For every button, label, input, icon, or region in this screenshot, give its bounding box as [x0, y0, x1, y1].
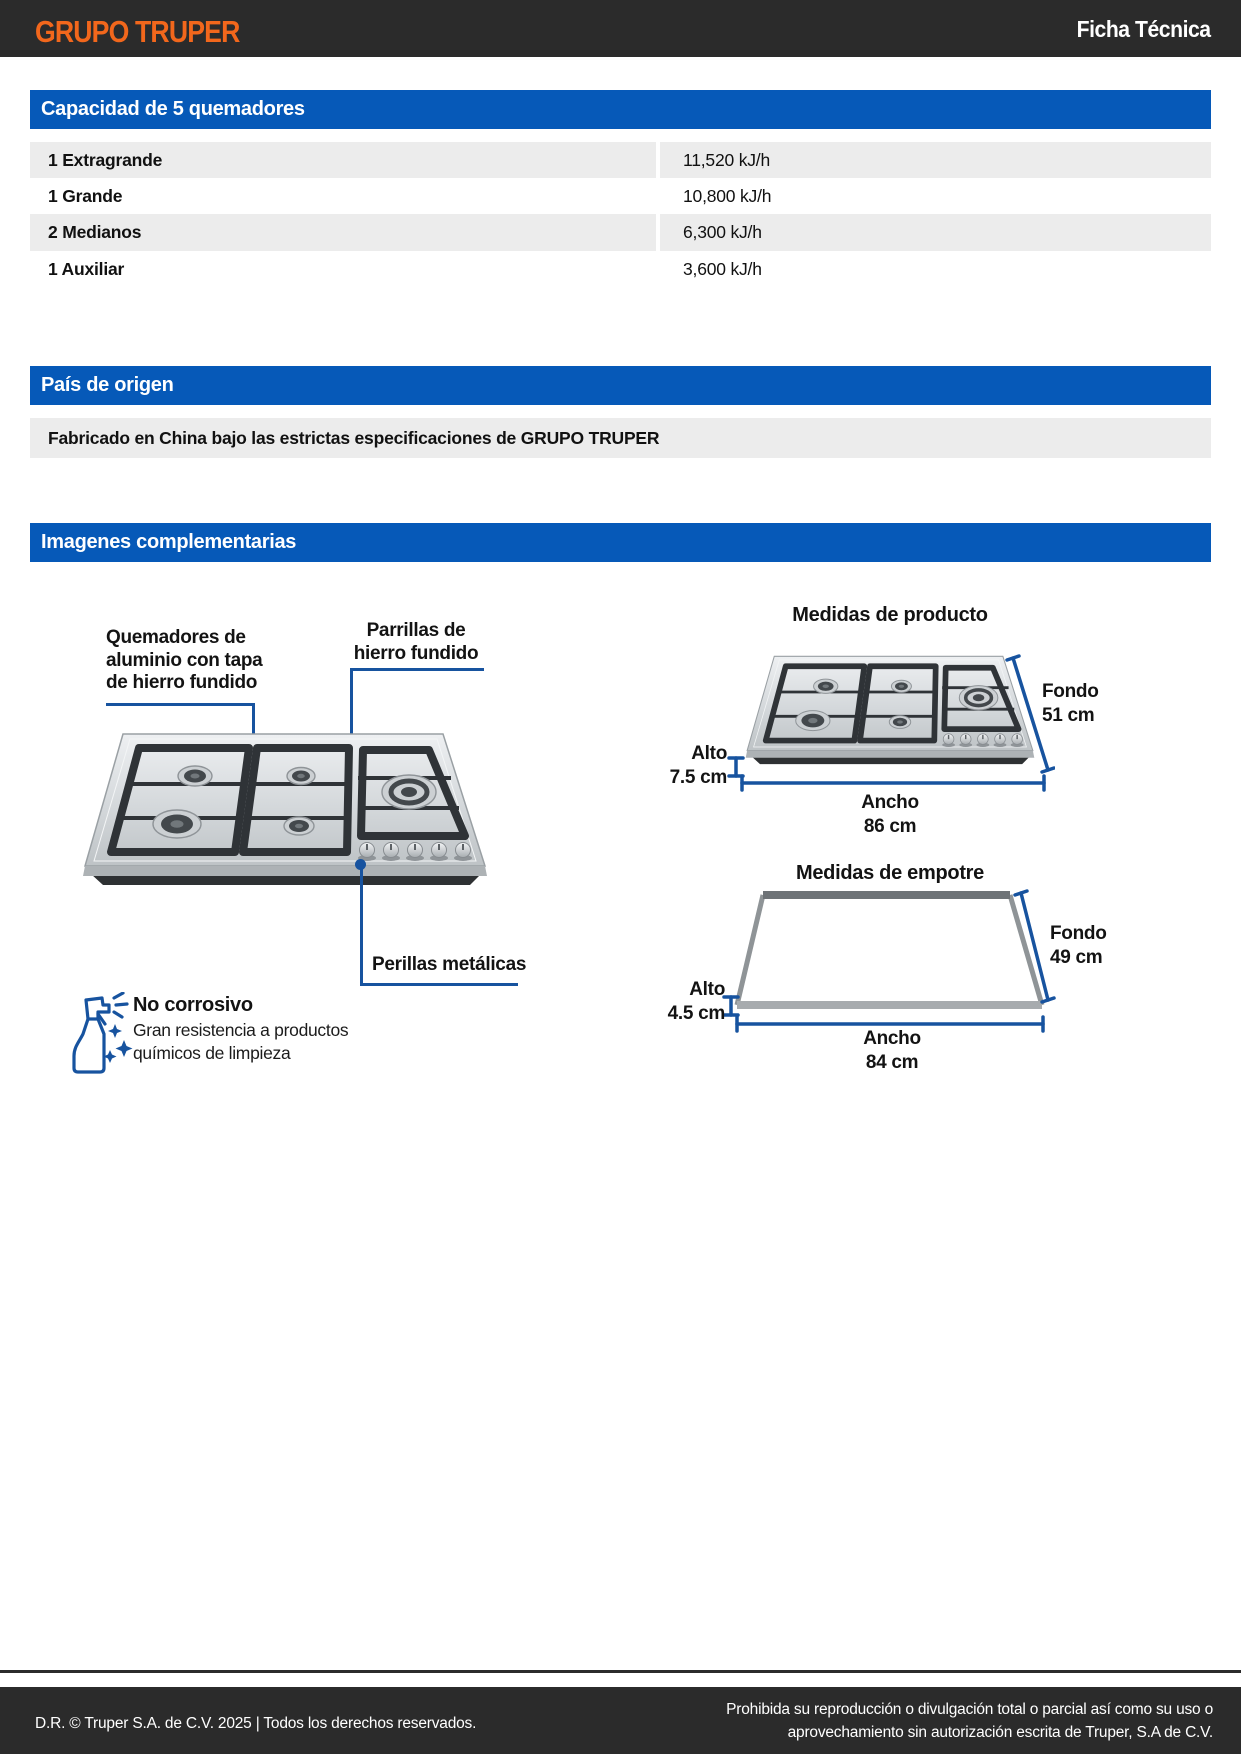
- footer-legal: Prohibida su reproducción o divulgación total o parcial así como su uso o aprovechamiento sin autorización escrita de Truper, S.A de C.V.: [726, 1701, 1213, 1741]
- footer-bar: [0, 1687, 1241, 1754]
- no-corrosive-text: Gran resistencia a productos químicos de limpieza: [133, 1020, 349, 1063]
- section-header-images: [30, 523, 1211, 562]
- section-title: Capacidad de 5 quemadores: [41, 98, 305, 120]
- truper-logo: GRUPO TRUPER: [35, 14, 240, 49]
- spray-bottle-icon: [62, 992, 136, 1076]
- row-value: 3,600 kJ/h: [683, 258, 762, 279]
- width-label-product: Ancho 86 cm: [861, 792, 919, 837]
- dimension-line-height-product: [726, 754, 746, 780]
- callout-grates-label: Parrillas de hierro fundido: [353, 620, 479, 664]
- depth-label-cutout: Fondo 49 cm: [1050, 923, 1107, 968]
- origin-row: Fabricado en China bajo las estrictas especificaciones de GRUPO TRUPER: [30, 418, 1211, 458]
- callout-burners-label: Quemadores de aluminio con tapa de hierro fundido: [106, 627, 263, 693]
- callout-line: [350, 668, 484, 671]
- callout-knobs-label: Perillas metálicas: [372, 954, 527, 975]
- depth-label-product: Fondo 51 cm: [1042, 681, 1099, 726]
- section-header-origin: [30, 366, 1211, 405]
- cooktop-illustration: [75, 728, 495, 903]
- table-row: [30, 178, 1211, 214]
- table-row: [30, 214, 1211, 251]
- row-value: 6,300 kJ/h: [660, 214, 1211, 251]
- footer-rule: [0, 1670, 1241, 1673]
- dimension-line-width-product: [737, 774, 1049, 792]
- header-bar: [0, 0, 1241, 57]
- row-label: 2 Medianos: [30, 214, 656, 251]
- height-label-cutout: Alto 4.5 cm: [667, 979, 725, 1024]
- section-title: Imagenes complementarias: [41, 531, 297, 553]
- height-label-product: Alto 7.5 cm: [669, 743, 727, 788]
- footer-copyright: D.R. © Truper S.A. de C.V. 2025 | Todos los derechos reservados.: [35, 1715, 477, 1732]
- section-header-capacity: [30, 90, 1211, 129]
- row-label: 1 Grande: [48, 185, 123, 206]
- row-value: 11,520 kJ/h: [660, 142, 1211, 178]
- callout-line: [106, 703, 255, 706]
- section-title: País de origen: [41, 374, 174, 396]
- callout-line: [360, 864, 363, 985]
- doc-type-title: Ficha Técnica: [1077, 16, 1211, 42]
- row-value: 10,800 kJ/h: [683, 185, 772, 206]
- cooktop-mini-illustration: [740, 652, 1040, 777]
- callout-line: [360, 983, 518, 986]
- row-label: 1 Extragrande: [30, 142, 656, 178]
- product-dimensions-title: Medidas de producto: [792, 604, 988, 626]
- table-row: [30, 142, 1211, 178]
- width-label-cutout: Ancho 84 cm: [863, 1028, 921, 1073]
- row-label: 1 Auxiliar: [48, 258, 125, 279]
- table-row: [30, 251, 1211, 287]
- no-corrosive-title: No corrosivo: [133, 994, 253, 1016]
- cutout-dimensions-title: Medidas de empotre: [796, 862, 984, 884]
- cutout-diagram: [730, 885, 1050, 1015]
